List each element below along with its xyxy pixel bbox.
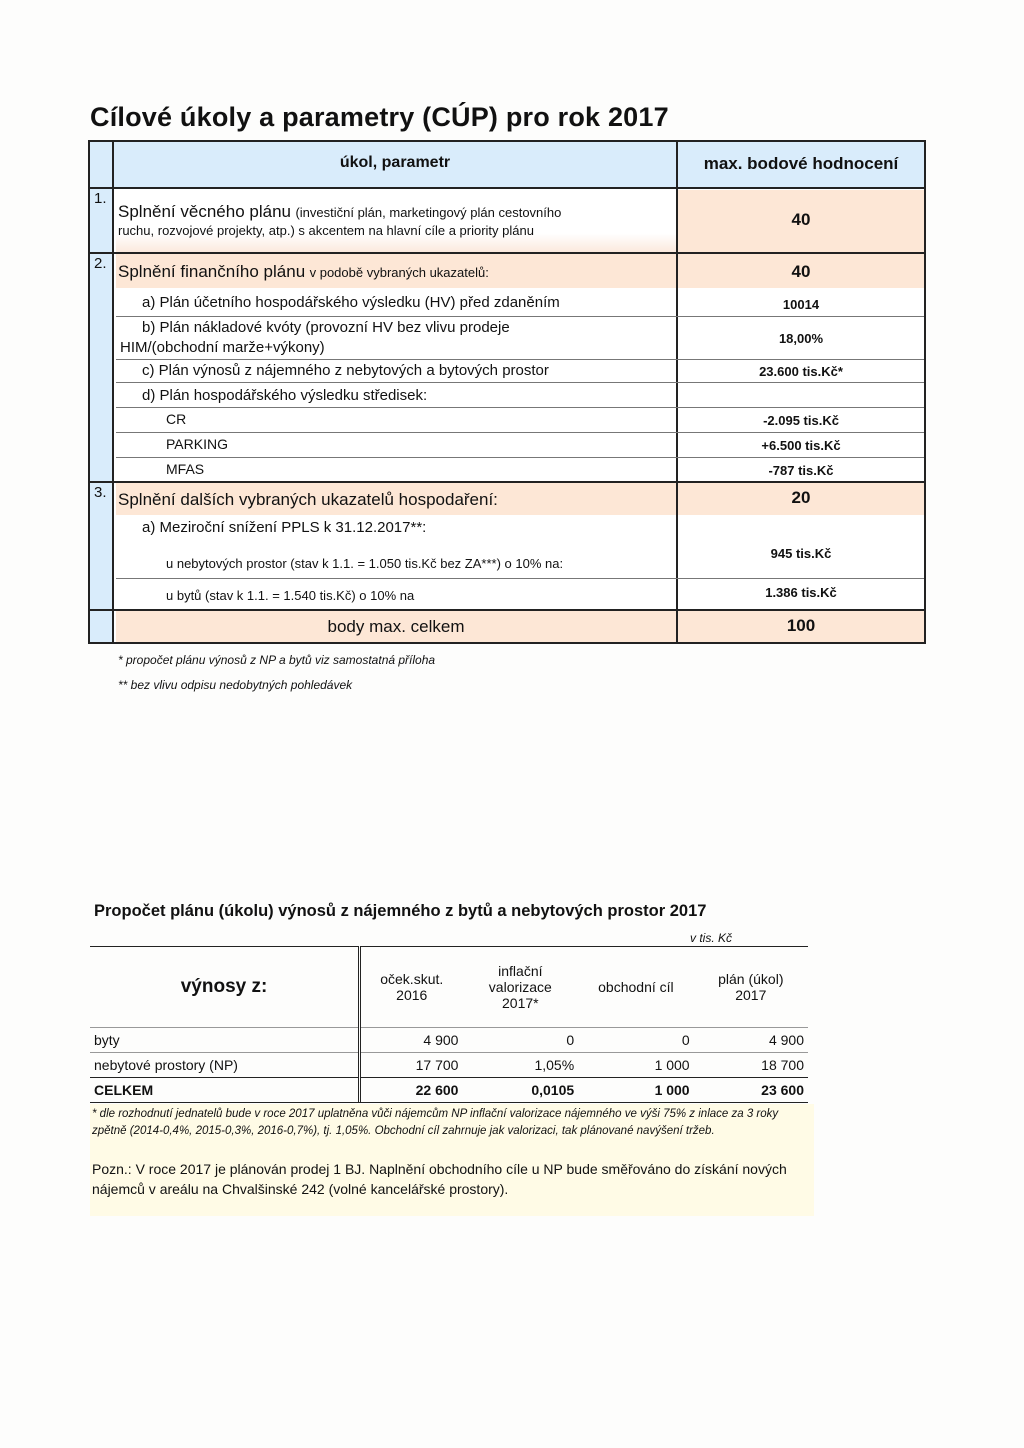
ppls-residential-value: 1.386 tis.Kč xyxy=(765,585,837,600)
col-inflation: inflační valorizace 2017* xyxy=(462,947,578,1028)
header-task: úkol, parametr xyxy=(339,154,451,171)
section-2-points-cell xyxy=(678,254,924,288)
row-label: nebytové prostory (NP) xyxy=(90,1053,360,1078)
cell-value: 4 900 xyxy=(694,1028,808,1053)
plan-item-a-value: 10014 xyxy=(782,297,820,312)
section-1-detail: (investiční plán, marketingový plán cestovního xyxy=(295,205,562,220)
cell-value: 17 700 xyxy=(360,1053,463,1078)
plan-item-a: a) Plán účetního hospodářského výsledku (HV) před zdaněním xyxy=(142,294,560,311)
section-3-cell xyxy=(116,483,676,515)
total-value: 1 000 xyxy=(578,1078,693,1104)
number-column xyxy=(90,142,114,642)
center-mfas-value: -787 tis.Kč xyxy=(768,463,834,478)
section-3-title: Splnění dalších vybraných ukazatelů hospodaření: xyxy=(118,490,498,509)
row-line xyxy=(116,359,924,360)
plan-footnote: * dle rozhodnutí jednatelů bude v roce 2017 uplatněna vůči nájemcům NP inflační valorizace nájemného ve výši 75% z inlace za 3 roky zpětně (2014-0,4%, 2015-0,3%, 2016-0,7%), tj. 1,05%. Obchodní cíl zahrnuje jak valorizaci, tak plánované navýšení tržeb. xyxy=(92,1108,779,1137)
row-line xyxy=(116,316,924,317)
plan-title: Propočet plánu (úkolu) výnosů z nájemného z bytů a nebytových prostor 2017 xyxy=(94,902,707,920)
section-1-points-cell xyxy=(678,190,924,252)
total-row xyxy=(90,1078,808,1104)
table-row xyxy=(90,1053,808,1078)
row-line xyxy=(116,382,924,383)
section-1-title: Splnění věcného plánu xyxy=(118,202,291,221)
header-points-cell xyxy=(678,142,924,188)
section-3-points: 20 xyxy=(791,488,811,507)
center-cr: CR xyxy=(166,411,187,427)
note-1: * propočet plánu výnosů z NP a bytů viz samostatná příloha xyxy=(118,653,436,667)
header-task-cell xyxy=(114,142,676,188)
cup-table xyxy=(88,140,926,644)
section-1-cell xyxy=(116,190,676,252)
section-1-points: 40 xyxy=(791,210,811,229)
section-2-points: 40 xyxy=(791,262,811,281)
section-3-points-cell xyxy=(678,483,924,515)
section-2-detail: v podobě vybraných ukazatelů: xyxy=(309,265,489,280)
cell-value: 1 000 xyxy=(578,1053,693,1078)
total-points-cell xyxy=(678,611,924,642)
plan-item-c: c) Plán výnosů z nájemného z nebytových a bytových prostor xyxy=(142,362,549,379)
center-parking: PARKING xyxy=(166,436,228,452)
plan-item-b-cont: HIM/(obchodní marže+výkony) xyxy=(120,339,325,356)
row-line xyxy=(116,578,924,579)
section-number: 2. xyxy=(94,255,107,272)
col-plan-2017: plán (úkol) 2017 xyxy=(694,947,808,1028)
section-3-item-a: a) Meziroční snížení PPLS k 31.12.2017**: xyxy=(142,519,427,536)
plan-item-b-value: 18,00% xyxy=(778,331,824,346)
cell-value: 1,05% xyxy=(462,1053,578,1078)
header-separator xyxy=(90,187,924,189)
unit-label: v tis. Kč xyxy=(690,931,733,945)
total-value: 22 600 xyxy=(360,1078,463,1104)
cell-value: 0 xyxy=(462,1028,578,1053)
cup-title: Cílové úkoly a parametry (CÚP) pro rok 2017 xyxy=(90,102,669,132)
row-line xyxy=(116,407,924,408)
col-expected-2016: oček.skut. 2016 xyxy=(360,947,463,1028)
total-value: 0,0105 xyxy=(462,1078,578,1104)
center-mfas: MFAS xyxy=(166,461,205,477)
cell-value: 0 xyxy=(578,1028,693,1053)
ppls-nonresidential-value: 945 tis.Kč xyxy=(770,546,832,561)
total-label: body max. celkem xyxy=(327,617,465,636)
total-value: 23 600 xyxy=(694,1078,808,1104)
plan-item-d: d) Plán hospodářského výsledku středisek: xyxy=(142,387,428,404)
revenue-table xyxy=(90,946,808,1105)
table-row xyxy=(90,1028,808,1053)
col-revenue-from: výnosy z: xyxy=(90,947,360,1028)
total-points: 100 xyxy=(786,616,816,635)
cell-value: 4 900 xyxy=(360,1028,463,1053)
row-label: byty xyxy=(90,1028,360,1053)
header-points: max. bodové hodnocení xyxy=(703,154,899,173)
cell-value: 18 700 xyxy=(694,1053,808,1078)
plan-item-b: b) Plán nákladové kvóty (provozní HV bez vlivu prodeje xyxy=(142,319,510,336)
section-number: 3. xyxy=(94,484,107,501)
ppls-residential: u bytů (stav k 1.1. = 1.540 tis.Kč) o 10% na xyxy=(166,588,415,603)
note-2: ** bez vlivu odpisu nedobytných pohledávek xyxy=(118,678,353,692)
row-line xyxy=(116,457,924,458)
section-2-title: Splnění finančního plánu xyxy=(118,262,306,281)
plan-item-c-value: 23.600 tis.Kč* xyxy=(759,364,843,379)
col-business-goal: obchodní cíl xyxy=(578,947,693,1028)
center-cr-value: -2.095 tis.Kč xyxy=(763,413,839,428)
center-parking-value: +6.500 tis.Kč xyxy=(761,438,841,453)
total-label: CELKEM xyxy=(90,1078,360,1104)
ppls-nonresidential: u nebytových prostor (stav k 1.1. = 1.050 tis.Kč bez ZA***) o 10% na: xyxy=(166,556,564,571)
section-1-detail-2: ruchu, rozvojové projekty, atp.) s akcentem na hlavní cíle a priority plánu xyxy=(118,223,534,238)
section-number: 1. xyxy=(94,190,107,207)
row-line xyxy=(116,432,924,433)
table-header-row xyxy=(90,947,808,1028)
total-label-cell xyxy=(116,611,676,642)
plan-note: Pozn.: V roce 2017 je plánován prodej 1 BJ. Naplnění obchodního cíle u NP bude směřováno do získání nových nájemců v areálu na Chvalšinské 242 (volné kancelářské prostory). xyxy=(92,1161,787,1197)
section-2-cell xyxy=(116,254,676,288)
